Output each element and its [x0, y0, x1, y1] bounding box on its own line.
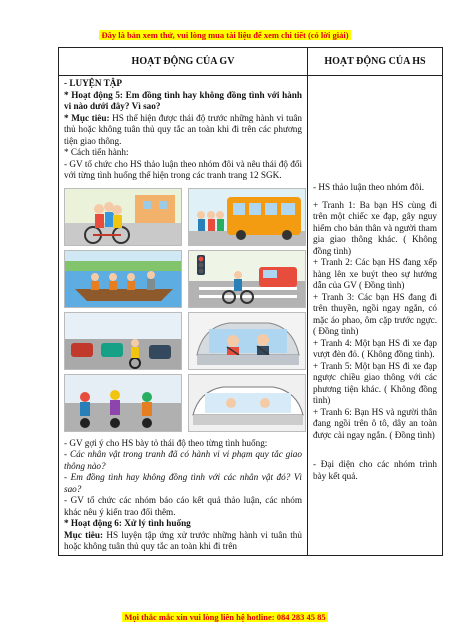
question-1: - Các nhân vật trong tranh đã có hành vi vi phạm quy tắc giao thông nào?	[64, 449, 302, 471]
picture-2-bus	[188, 188, 306, 246]
answer-picture-6: + Tranh 6: Bạn HS và người thân đang ngồi trên ô tô, dây an toàn được cài ngay ngắn. ( Đồng tình)	[313, 406, 437, 440]
answer-picture-5: + Tranh 5: Một bạn HS đi xe đạp ngược chiều giao thông với các phương tiện khác. ( Không đồng tình)	[313, 360, 437, 405]
picture-6-car	[188, 312, 306, 370]
table-row	[59, 76, 443, 556]
step-1: - GV tổ chức cho HS thảo luận theo nhóm đôi và nêu thái độ đối với từng tình huống thể hiện trong các tranh trang 12 SGK.	[64, 158, 302, 180]
teacher-column-header: HOẠT ĐỘNG CỦA GV	[59, 48, 308, 76]
answer-picture-3: + Tranh 3: Các bạn HS đang đi trên thuyền, ngồi ngay ngắn, có mặc áo phao, ôm cặp trước ngực. ( Đồng tình)	[313, 291, 437, 336]
hs-discuss: - HS thảo luận theo nhóm đôi.	[313, 182, 425, 192]
answer-picture-2: + Tranh 2: Các bạn HS đang xếp hàng lên xe buýt theo sự hướng dẫn của GV ( Đồng tình)	[313, 257, 437, 290]
goal2-paragraph: Mục tiêu: HS luyện tập ứng xử trước những hành vi tuân thủ hoặc không tuân thủ quy tắc an toàn khi đi trên	[64, 529, 302, 551]
situation-pictures	[64, 188, 302, 432]
question-2: - Em đồng tình hay không đồng tình với các nhân vật đó? Vì sao?	[64, 472, 302, 494]
picture-7-motorbikes	[64, 374, 182, 432]
hotline-banner: Mọi thắc mắc xin vui lòng liên hệ hotline: 084 283 45 85	[124, 612, 326, 622]
step-3: - GV tổ chức các nhóm báo cáo kết quả thảo luận, các nhóm khác nêu ý kiến trao đổi thêm.	[64, 495, 302, 517]
student-activities-cell	[308, 76, 443, 556]
student-column-header: HOẠT ĐỘNG CỦA HS	[308, 48, 443, 76]
step-2: - GV gợi ý cho HS bày tỏ thái độ theo từng tình huống:	[64, 437, 268, 448]
lesson-table	[58, 47, 443, 556]
goal-paragraph: * Mục tiêu: HS thể hiện được thái độ trước những hành vi tuân thủ hoặc không tuân thủ quy tắc an toàn khi đi trên các phương tiện giao thông.	[64, 112, 302, 146]
table-header-row	[59, 48, 443, 76]
section-heading: - LUYỆN TẬP	[64, 78, 123, 88]
activity5-title: * Hoạt động 5: Em đồng tình hay không đồng tình với hành vi nào dưới đây? Vì sao?	[64, 89, 302, 111]
picture-3-boat	[64, 250, 182, 308]
method-label: * Cách tiến hành:	[64, 147, 129, 157]
answer-picture-4: + Tranh 4: Một bạn HS đi xe đạp vượt đèn đỏ. ( Không đồng tình).	[313, 337, 437, 359]
picture-5-wrong-way	[64, 312, 182, 370]
activity6-title: * Hoạt động 6: Xử lý tình huống	[64, 518, 191, 528]
picture-8-car-interior	[188, 374, 306, 432]
preview-notice-banner: Đây là bản xem thử, vui lòng mua tài liệu để xem chi tiết (có lời giải)	[101, 30, 349, 40]
answer-picture-1: + Tranh 1: Ba bạn HS cùng đi trên một chiếc xe đạp, gây nguy hiểm cho bản thân và người tham gia giao thông khác. ( Không đồng tình)	[313, 199, 437, 256]
teacher-activities-cell	[59, 76, 308, 556]
group-report: - Đại diện cho các nhóm trình bày kết quả.	[313, 459, 437, 481]
picture-1-bicycle	[64, 188, 182, 246]
picture-4-red-light	[188, 250, 306, 308]
